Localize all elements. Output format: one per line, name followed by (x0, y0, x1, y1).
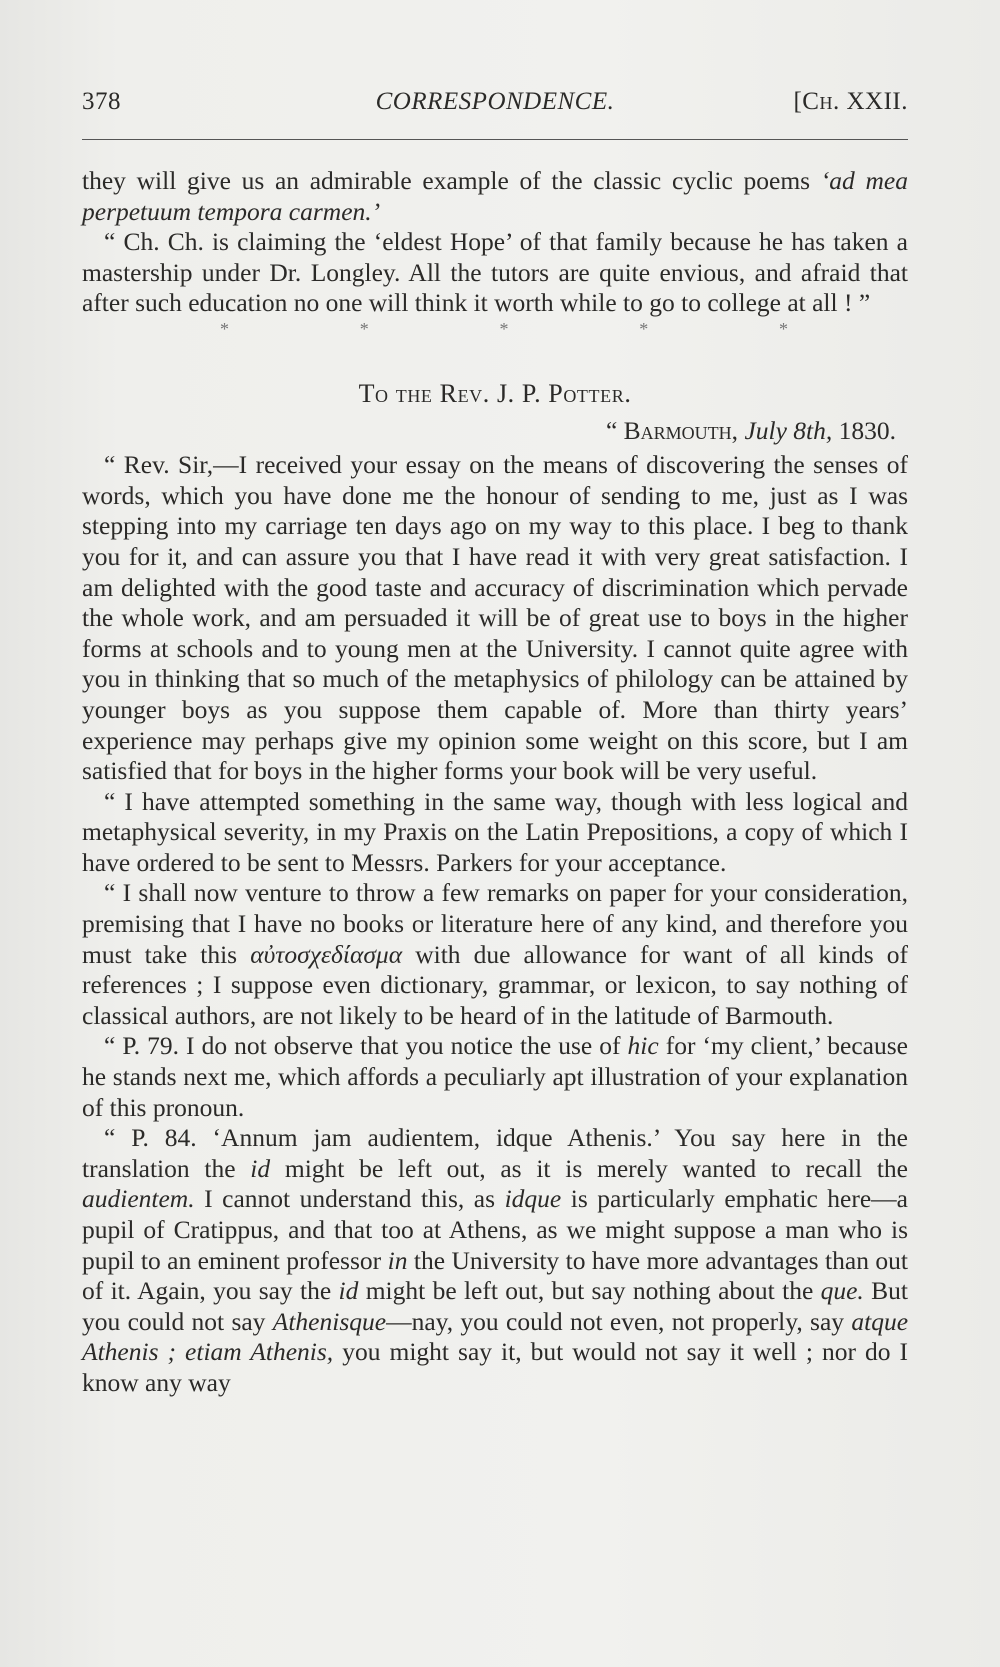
star: * (499, 318, 509, 339)
star: * (359, 318, 369, 339)
paragraph-praxis: “ I have attempted something in the same way, though with less logical and metaphysical severity, in my Praxis on the Latin Prepositions, a copy of which I have ordered to be sent to Messrs. Parkers for your acceptance. (82, 786, 908, 877)
paragraph-text: might be left out, but say nothing about the (358, 1276, 821, 1306)
dateline-year: 1830. (832, 415, 896, 445)
section-break-stars (82, 319, 908, 347)
latin-quote: ‘ad mea perpetuum tempora carmen.’ (82, 166, 908, 226)
italic-word: id (250, 1153, 271, 1183)
paragraph-text: they will give us an admirable example of the classic cyclic poems (82, 166, 821, 195)
italic-word: id (338, 1276, 359, 1306)
paragraph-text: “ I shall now venture to throw a few remarks on paper for your consideration, premising that I have no books or literature here of any kind, and therefore you must take this (82, 878, 908, 969)
letter-dateline (82, 416, 908, 447)
paragraph-rev-sir: “ Rev. Sir,—I received your essay on the means of discovering the senses of words, which you have done me the honour of sending to me, just as I was stepping into my carriage ten days ago on my way to this place. I beg to thank you for it, and can assure you that I have read it with very great satisfaction. I am delighted with the good taste and accuracy of discrimination which pervade the whole work, and am persuaded it will be of great use to boys in the higher forms at schools and to young men at the University. I cannot quite agree with you in thinking that so much of the metaphysics of philology can be attained by younger boys as you suppose them capable of. More than thirty years’ experience may perhaps give my opinion some weight on this score, but I am satisfied that for boys in the higher forms your book will be very useful. (82, 450, 908, 786)
greek-word: αὐτοσχεδίασμα (250, 939, 403, 969)
dateline-date: July 8th, (744, 415, 833, 445)
running-title: CORRESPONDENCE. (375, 88, 615, 115)
running-header (82, 88, 908, 128)
paragraph-text: you might say it, but would not say it well ; nor do I know any way (82, 1337, 908, 1397)
paragraph-ch-ch: “ Ch. Ch. is claiming the ‘eldest Hope’ of that family because he has taken a mastership under Dr. Longley. All the tutors are quite envious, and afraid that after such education no one will think it worth while to go to college at all ! ” (82, 227, 908, 318)
page-body (82, 166, 908, 1399)
italic-word: Athenisque (272, 1306, 387, 1336)
paragraph-text: might be left out, as it is merely wanted to recall the (270, 1153, 908, 1183)
paragraph-text: —nay, you could not even, not properly, say (386, 1306, 852, 1336)
star: * (220, 318, 229, 339)
letter-addressee: To the Rev. J. P. Potter. (358, 378, 632, 408)
paragraph-continuation (82, 166, 908, 227)
paragraph-text: “ P. 79. I do not observe that you notice the use of (104, 1031, 628, 1061)
paragraph-text: But you could not say (82, 1276, 908, 1336)
star: * (779, 318, 788, 339)
italic-word: atque Athenis ; etiam Athenis, (82, 1306, 909, 1367)
italic-word: hic (627, 1031, 659, 1061)
paragraph-remarks (82, 878, 908, 1031)
paragraph-text: I cannot understand this, as (194, 1184, 505, 1214)
paragraph-p79 (82, 1031, 908, 1123)
paragraph-text: for ‘my client,’ because he stands next me, which affords a peculiarly apt illustration of your explanation of this pronoun. (82, 1031, 908, 1122)
star: * (639, 318, 649, 339)
italic-word: in (387, 1245, 408, 1275)
dateline-place: “ Barmouth, (605, 415, 745, 445)
chapter-label: [Ch. XXII. (793, 88, 908, 115)
paragraph-p84 (82, 1123, 908, 1398)
paragraph-text: the University to have more advantages than out of it. Again, you say the (82, 1245, 908, 1306)
paragraph-text: with due allowance for want of all kinds of references ; I suppose even dictionary, grammar, or lexicon, to say nothing of classical authors, are not likely to be heard of in the latitude of Barmouth. (82, 939, 908, 1030)
header-rule (82, 139, 908, 140)
paragraph-text: “ P. 84. ‘Annum jam audientem, idque Athenis.’ You say here in the translation the (82, 1123, 908, 1183)
page-number: 378 (82, 88, 121, 115)
italic-word: audientem. (82, 1184, 195, 1214)
italic-word: idque (504, 1184, 562, 1214)
italic-word: que. (820, 1276, 864, 1306)
paragraph-text: is particularly emphatic here—a pupil of Cratippus, and that too at Athens, as we might suppose a man who is pupil to an eminent professor (82, 1184, 908, 1275)
